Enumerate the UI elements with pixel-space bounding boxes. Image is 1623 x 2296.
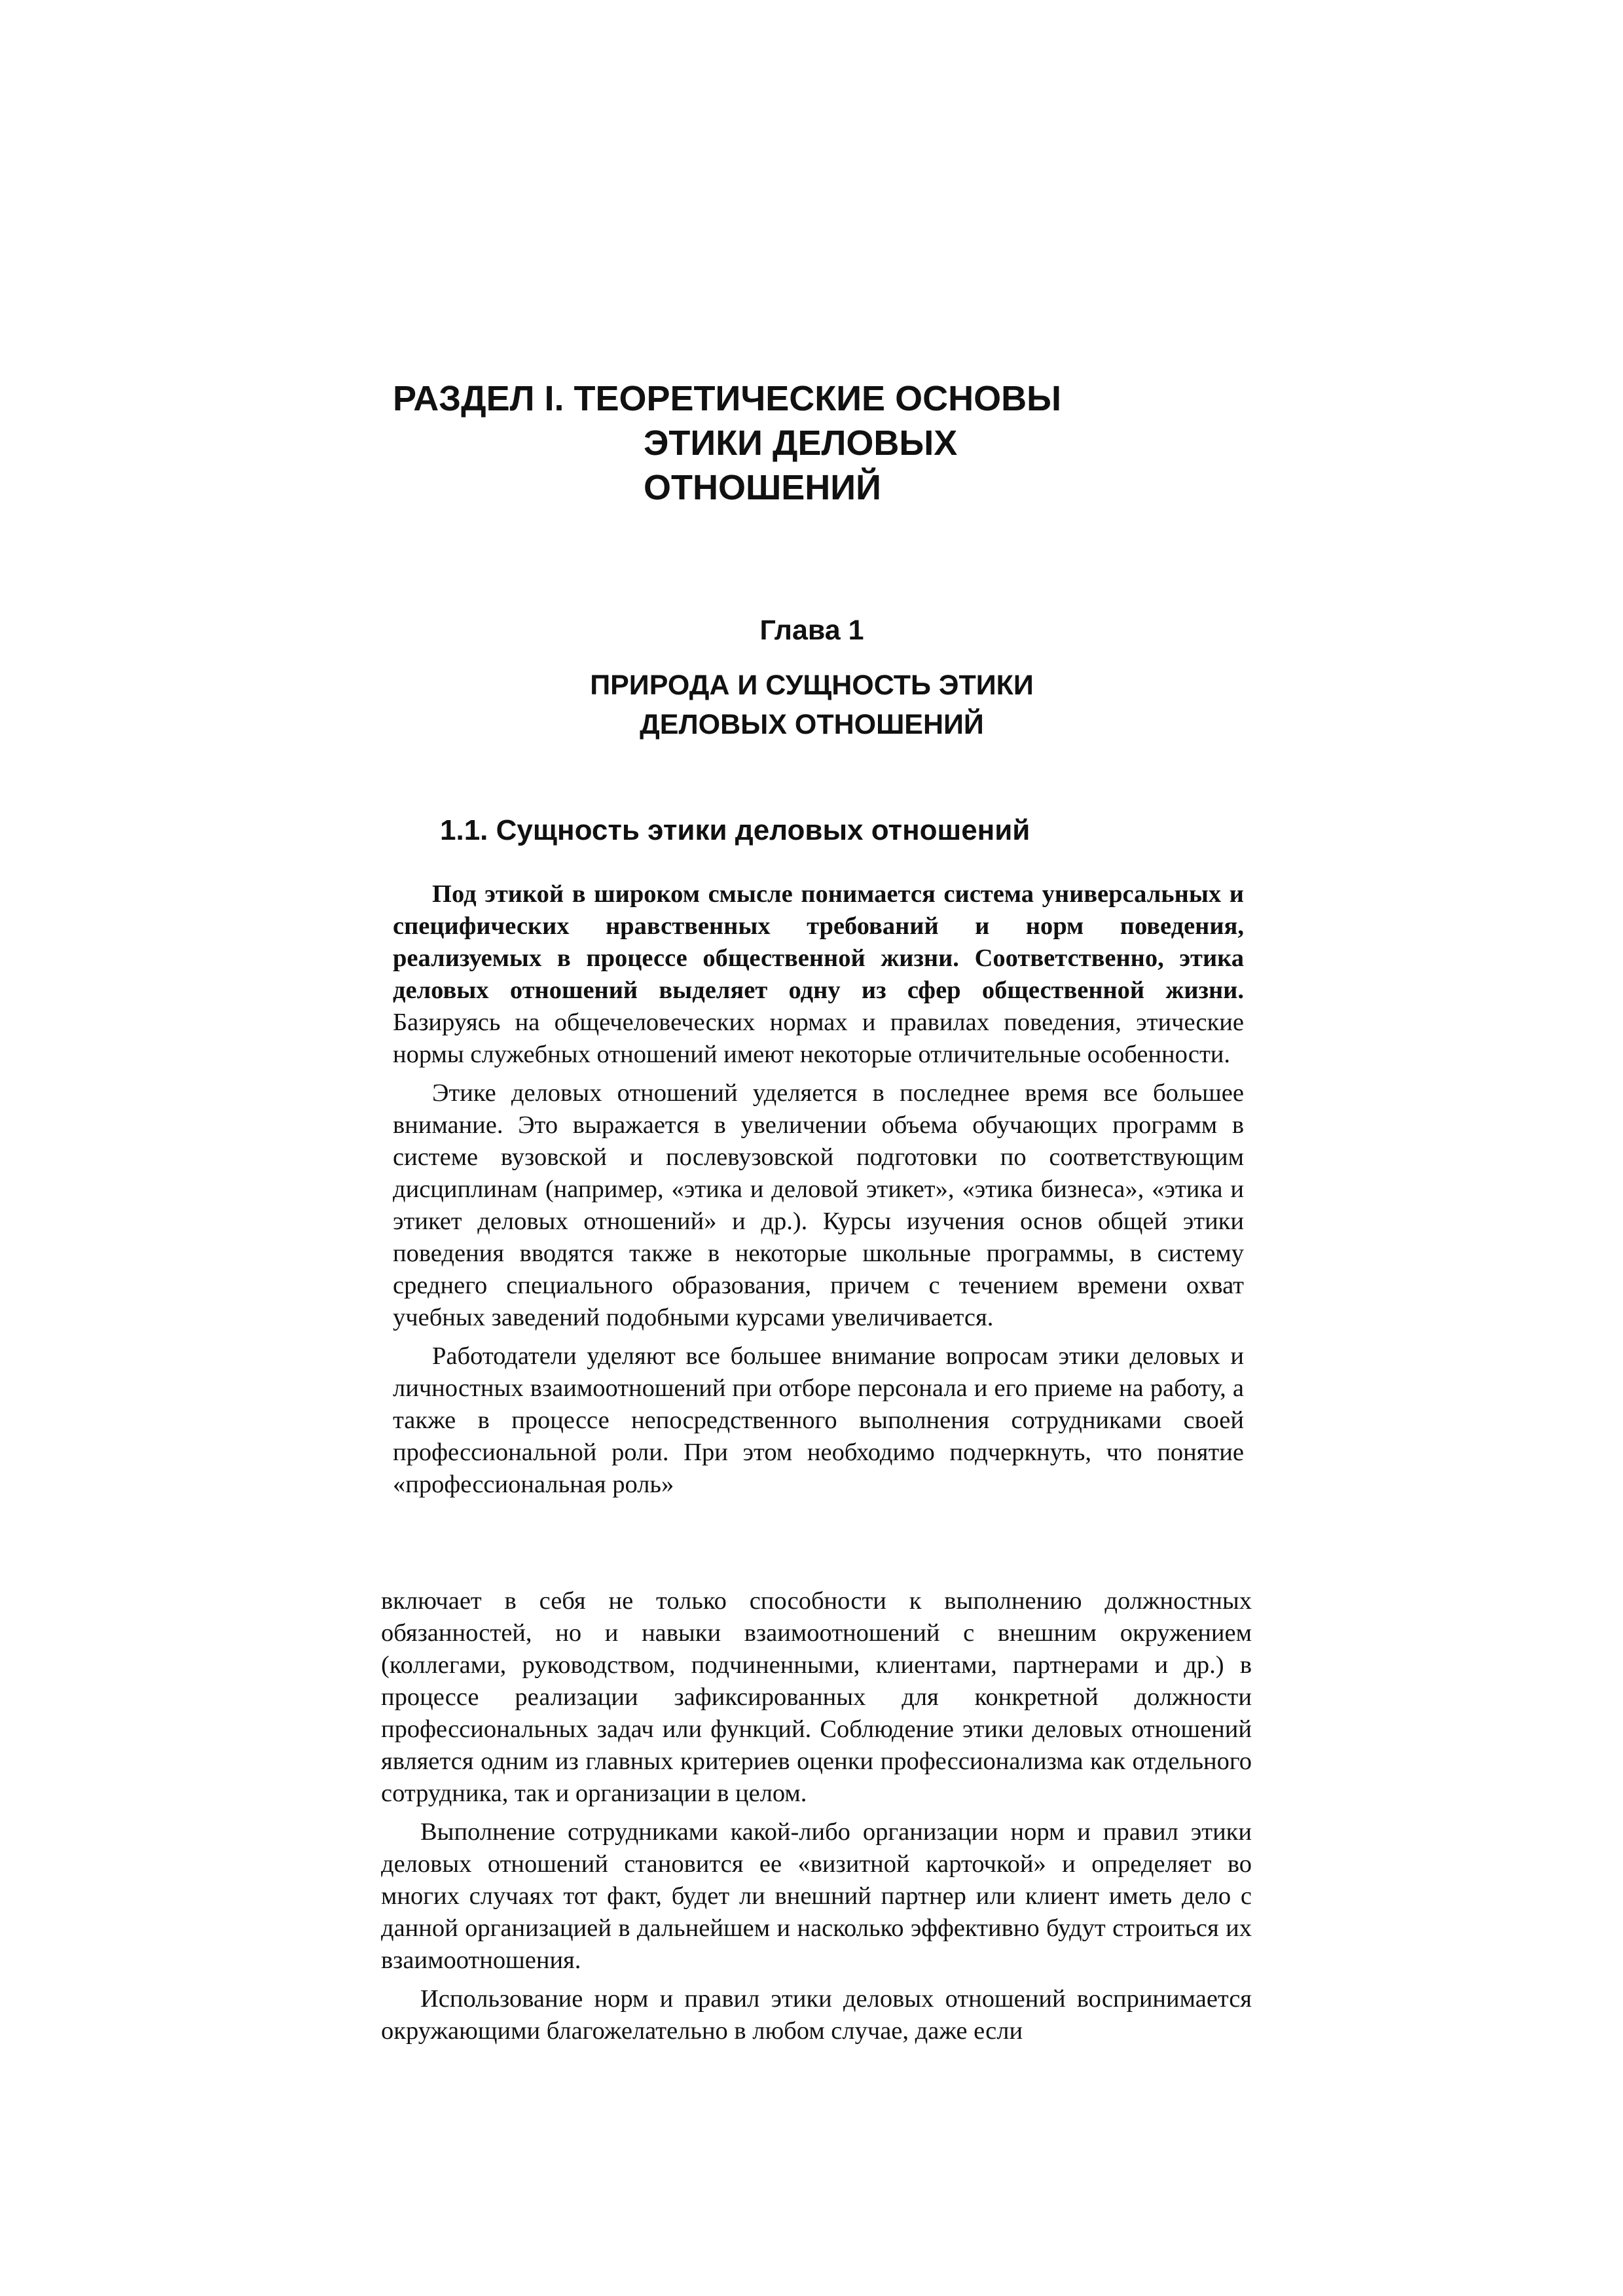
chapter-title-line-2: ДЕЛОВЫХ ОТНОШЕНИЙ xyxy=(640,709,984,740)
section-title xyxy=(393,376,1375,510)
chapter-title-line-1: ПРИРОДА И СУЩНОСТЬ ЭТИКИ xyxy=(590,670,1034,701)
body-text-lower xyxy=(381,1585,1252,2047)
body-text-upper xyxy=(393,878,1244,1501)
paragraph-4: включает в себя не только способности к выполнению должностных обязанностей, но и навыки взаимоотношений с внешним окружением (коллегами, руководством, подчиненными, клиентами, партнерами и др.) в процессе реализации зафиксированных для конкретной должности профессиональных задач или функций. Соблюдение этики деловых отношений является одним из главных критериев оценки профессионализма как отдельного сотрудника, так и организации в целом. xyxy=(381,1587,1252,1807)
chapter-title xyxy=(367,666,1257,744)
paragraph-5: Выполнение сотрудниками какой-либо организации норм и правил этики деловых отношений становится ее «визитной карточкой» и определяет во многих случаях тот факт, будет ли внешний партнер или клиент иметь дело с данной организацией в дальнейшем и насколько эффективно будут строиться их взаимоотношения. xyxy=(381,1818,1252,1974)
section-title-line-1: РАЗДЕЛ I. ТЕОРЕТИЧЕСКИЕ ОСНОВЫ xyxy=(393,379,1061,418)
section-title-line-2: ЭТИКИ ДЕЛОВЫХ xyxy=(644,423,958,463)
section-title-line-3: ОТНОШЕНИЙ xyxy=(644,468,881,507)
paragraph-1 xyxy=(393,878,1244,1071)
paragraph-6: Использование норм и правил этики деловых отношений воспринимается окружающими благожелательно в любом случае, даже если xyxy=(381,1985,1252,2045)
paragraph-3: Работодатели уделяют все большее внимание вопросам этики деловых и личностных взаимоотношений при отборе персонала и его приеме на работу, а также в процессе непосредственного выполнения сотрудниками своей профессиональной роли. При этом необходимо подчеркнуть, что понятие «профессиональная роль» xyxy=(393,1342,1244,1498)
subsection-title: 1.1. Сущность этики деловых отношений xyxy=(440,814,1030,846)
paragraph-2: Этике деловых отношений уделяется в последнее время все большее внимание. Это выражается в увеличении объема обучающих программ в системе вузовской и послевузовской подготовки по соответствующим дисциплинам (например, «этика и деловой этикет», «этика бизнеса», «этика и этикет деловых отношений» и др.). Курсы изучения основ общей этики поведения вводятся также в некоторые школьные программы, в систему среднего специального образования, причем с течением времени охват учебных заведений подобными курсами увеличивается. xyxy=(393,1079,1244,1331)
paragraph-1-rest: Базируясь на общечеловеческих нормах и правилах поведения, этические нормы служебных отношений имеют некоторые отличительные особенности. xyxy=(393,1009,1244,1068)
paragraph-1-definition: Под этикой в широком смысле понимается система универсальных и специфических нравственных требований и норм поведения, реализуемых в процессе общественной жизни. Соответственно, этика деловых отношений выделяет одну из сфер общественной жизни. xyxy=(393,880,1244,1004)
chapter-label: Глава 1 xyxy=(759,615,864,646)
